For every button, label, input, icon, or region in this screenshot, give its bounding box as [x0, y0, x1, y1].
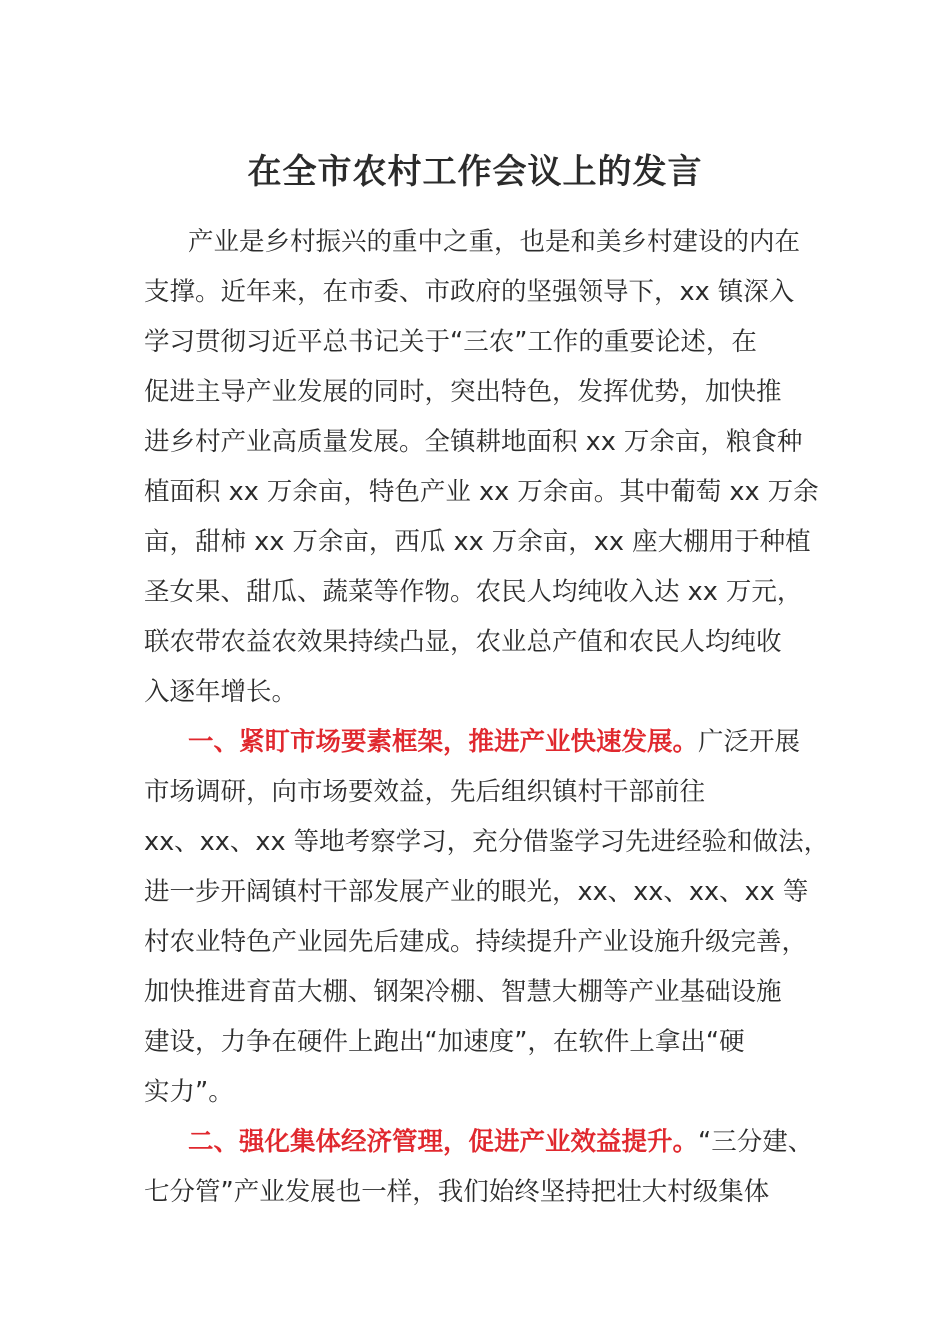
- text-line: 支撑。近年来，在市委、市政府的坚强领导下，xx 镇深入: [144, 277, 795, 307]
- section-heading-1: 一、紧盯市场要素框架，推进产业快速发展。: [188, 727, 699, 757]
- text-line: 促进主导产业发展的同时，突出特色，发挥优势，加快推: [144, 377, 782, 407]
- text-line: 村农业特色产业园先后建成。持续提升产业设施升级完善，: [144, 927, 808, 957]
- text-line: xx、xx、xx 等地考察学习，充分借鉴学习先进经验和做法，: [144, 827, 830, 857]
- section-heading-2: 二、强化集体经济管理，促进产业效益提升。: [188, 1127, 699, 1157]
- text-line: 学习贯彻习近平总书记关于“三农”工作的重要论述，在: [144, 327, 757, 357]
- text-line: 进一步开阔镇村干部发展产业的眼光，xx、xx、xx、xx 等: [144, 877, 809, 907]
- text-line: 加快推进育苗大棚、钢架冷棚、智慧大棚等产业基础设施: [144, 977, 782, 1007]
- text-line: 建设，力争在硬件上跑出“加速度”，在软件上拿出“硬: [144, 1027, 745, 1057]
- text-line: 入逐年增长。: [144, 677, 298, 707]
- section-heading-line: 一、紧盯市场要素框架，推进产业快速发展。广泛开展: [188, 727, 801, 757]
- section-heading-line: 二、强化集体经济管理，促进产业效益提升。“三分建、: [188, 1127, 814, 1157]
- document-body: [144, 217, 830, 1217]
- text-line: 圣女果、甜瓜、蔬菜等作物。农民人均纯收入达 xx 万元，: [144, 577, 803, 607]
- document-title: 在全市农村工作会议上的发言: [247, 152, 703, 192]
- text-line: 亩，甜柿 xx 万余亩，西瓜 xx 万余亩，xx 座大棚用于种植: [144, 527, 811, 557]
- text-line: 七分管”产业发展也一样，我们始终坚持把壮大村级集体: [144, 1177, 770, 1207]
- text-line: 市场调研，向市场要效益，先后组织镇村干部前往: [144, 777, 706, 807]
- text-line: 植面积 xx 万余亩，特色产业 xx 万余亩。其中葡萄 xx 万余: [144, 477, 819, 507]
- text-line: 进乡村产业高质量发展。全镇耕地面积 xx 万余亩，粮食种: [144, 427, 803, 457]
- text-line: 联农带农益农效果持续凸显，农业总产值和农民人均纯收: [144, 627, 782, 657]
- text-line: 产业是乡村振兴的重中之重，也是和美乡村建设的内在: [188, 227, 801, 257]
- text-line: 实力”。: [144, 1077, 234, 1107]
